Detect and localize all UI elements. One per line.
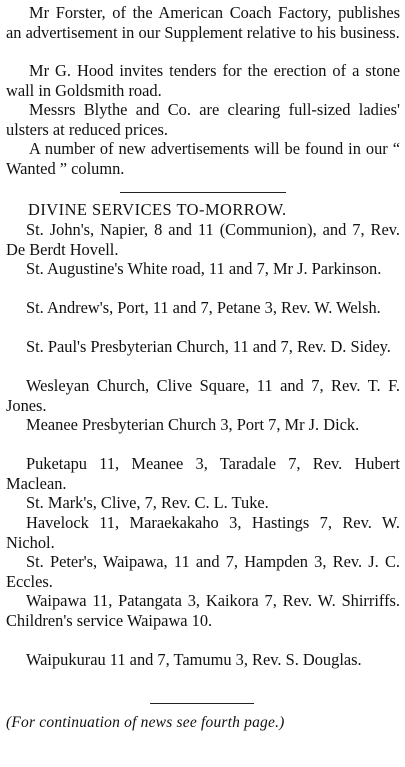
section-divider-top [120,192,286,193]
divine-services-heading: DIVINE SERVICES TO-MORROW. [28,200,287,219]
service-waipukurau: Waipukurau 11 and 7, Tamumu 3, Rev. S. Douglas. [26,650,362,669]
service-st-andrews: St. Andrew's, Port, 11 and 7, Petane 3, Rev. W. Welsh. [26,298,381,317]
service-meanee-presbyterian: Meanee Presbyterian Church 3, Port 7, Mr J. Dick. [26,415,360,434]
notice-hood-tenders: Mr G. Hood invites tenders for the erection of a stone wall in Goldsmith road. [6,61,400,100]
service-wesleyan: Wesleyan Church, Clive Square, 11 and 7, Rev. T. F. Jones. [6,376,400,415]
service-st-johns: St. John's, Napier, 8 and 11 (Communion), and 7, Rev. De Berdt Hovell. [6,220,400,259]
notice-coach-factory: Mr Forster, of the American Coach Factory, publishes an advertisement in our Supplement relative to his business. [6,3,400,42]
notice-new-advertisements: A number of new advertisements will be found in our “ Wanted ” column. [6,139,400,178]
notice-blythe-ulsters: Messrs Blythe and Co. are clearing full-sized ladies' ulsters at reduced prices. [6,100,400,139]
section-divider-bottom [150,703,254,704]
service-waipawa: Waipawa 11, Patangata 3, Kaikora 7, Rev. W. Shirriffs. Children's service Waipawa 10. [6,591,400,630]
service-st-augustines: St. Augustine's White road, 11 and 7, Mr J. Parkinson. [26,259,382,278]
service-st-pauls: St. Paul's Presbyterian Church, 11 and 7, Rev. D. Sidey. [26,337,391,356]
service-puketapu: Puketapu 11, Meanee 3, Taradale 7, Rev. Hubert Maclean. [6,454,400,493]
continuation-note: (For continuation of news see fourth page.) [6,714,285,731]
service-st-peters: St. Peter's, Waipawa, 11 and 7, Hampden 3, Rev. J. C. Eccles. [6,552,400,591]
service-havelock: Havelock 11, Maraekakaho 3, Hastings 7, Rev. W. Nichol. [6,513,400,552]
service-st-marks: St. Mark's, Clive, 7, Rev. C. L. Tuke. [26,493,269,512]
